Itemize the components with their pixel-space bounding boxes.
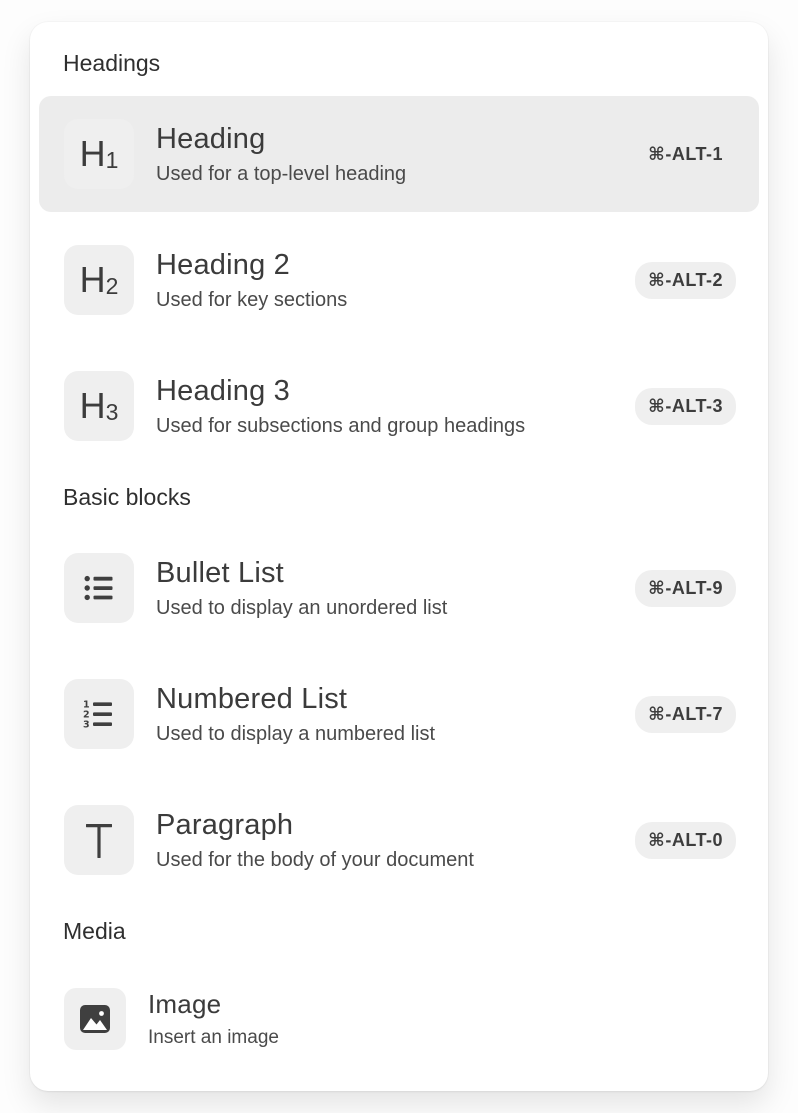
shortcut-badge: ⌘-ALT-1: [648, 143, 723, 164]
heading-3-icon: H 3: [64, 371, 134, 441]
bullet-list-icon: [64, 553, 134, 623]
item-text: [156, 557, 635, 620]
shortcut-badge: ⌘-ALT-2: [635, 262, 736, 299]
item-title: Heading: [156, 122, 266, 155]
item-description: Used for key sections: [156, 288, 348, 311]
item-title: Image: [148, 988, 222, 1019]
shortcut-badge: ⌘-ALT-3: [635, 388, 736, 425]
menu-item-image[interactable]: [39, 964, 759, 1074]
item-title: Bullet List: [156, 556, 284, 589]
item-description: Used for subsections and group headings: [156, 414, 526, 437]
heading-2-icon: H 2: [64, 245, 134, 315]
item-text: [156, 683, 635, 746]
item-description: Used for a top-level heading: [156, 162, 407, 185]
paragraph-icon: [64, 805, 134, 875]
heading-1-icon: H 1: [64, 119, 134, 189]
item-text: [156, 123, 635, 186]
menu-item-bullet-list[interactable]: [39, 530, 759, 646]
item-title: Heading 3: [156, 374, 291, 407]
item-description: Used to display a numbered list: [156, 722, 436, 745]
shortcut-badge: ⌘-ALT-0: [635, 822, 736, 859]
item-description: Used to display an unordered list: [156, 596, 448, 619]
item-text: [148, 990, 736, 1049]
menu-item-heading-1[interactable]: [39, 96, 759, 212]
section-label-headings: Headings: [63, 50, 161, 76]
menu-item-heading-3[interactable]: [39, 348, 759, 464]
item-text: [156, 249, 635, 312]
menu-item-heading-2[interactable]: [39, 222, 759, 338]
svg-text:1: 1: [83, 699, 90, 711]
image-icon: [64, 988, 126, 1050]
item-description: Insert an image: [148, 1026, 279, 1048]
item-title: Paragraph: [156, 808, 294, 841]
svg-text:2: 2: [83, 709, 90, 721]
item-text: [156, 375, 635, 438]
menu-item-numbered-list[interactable]: [39, 656, 759, 772]
shortcut-badge: ⌘-ALT-9: [635, 570, 736, 607]
item-text: [156, 809, 635, 872]
item-title: Heading 2: [156, 248, 291, 281]
shortcut-badge: ⌘-ALT-7: [635, 696, 736, 733]
block-insert-menu: [30, 22, 768, 1091]
section-label-basic-blocks: Basic blocks: [63, 484, 191, 510]
menu-item-paragraph[interactable]: [39, 782, 759, 898]
item-title: Numbered List: [156, 682, 348, 715]
item-description: Used for the body of your document: [156, 848, 474, 871]
numbered-list-icon: [64, 679, 134, 749]
section-label-media: Media: [63, 918, 126, 944]
svg-text:3: 3: [83, 719, 90, 729]
